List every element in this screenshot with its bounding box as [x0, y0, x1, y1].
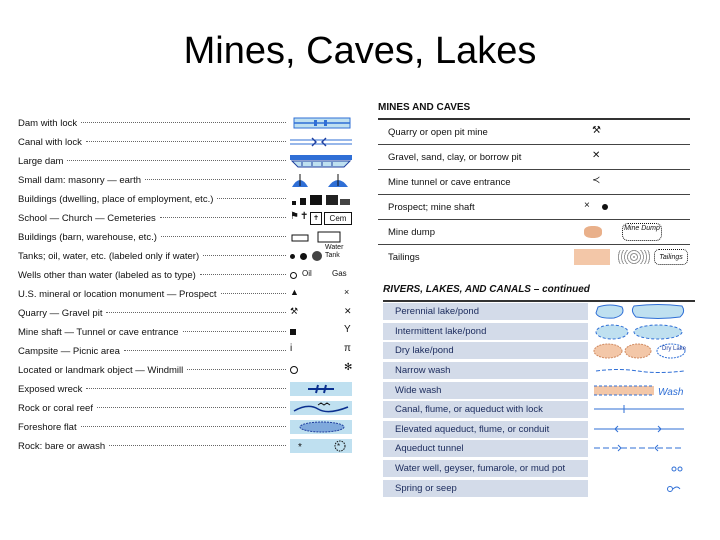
legend-label: Buildings (dwelling, place of employment, etc.): [18, 193, 214, 205]
tank-label: Tank: [325, 252, 340, 259]
rivers-row: [383, 459, 695, 479]
mine-dump-blob-icon: [584, 226, 602, 238]
legend-row: [18, 286, 354, 302]
rock-coral-reef-symbol: [288, 401, 354, 415]
leader-dots: [97, 406, 286, 408]
canal-with-lock-symbol: [288, 135, 354, 149]
mines-label: Prospect; mine shaft: [388, 201, 475, 213]
wash-label: Wash: [658, 386, 684, 398]
mines-row: [378, 120, 690, 145]
legend-label: Foreshore flat: [18, 421, 77, 433]
legend-label: Campsite — Picnic area: [18, 345, 120, 357]
well-circle-icon: [290, 272, 297, 279]
intermittent-lake-symbol: [588, 323, 695, 340]
legend-row: [18, 419, 354, 435]
leader-dots: [86, 140, 286, 142]
legend-label: Large dam: [18, 155, 64, 167]
wide-wash-symbol: [588, 382, 695, 399]
perennial-lake-symbol: [588, 303, 695, 320]
school-flag-icon: ⚑: [290, 211, 299, 222]
campsite-picnic-symbol: [288, 344, 354, 358]
legend-label: Quarry — Gravel pit: [18, 307, 103, 319]
elevated-aqueduct-symbol: [588, 421, 695, 438]
aqueduct-tunnel-symbol: [588, 440, 695, 457]
canal-with-lock-line-symbol: [588, 401, 695, 418]
leader-dots: [106, 311, 286, 313]
mines-label: Quarry or open pit mine: [388, 126, 488, 138]
legend-label: Rock: bare or awash: [18, 440, 106, 452]
windmill-icon: ✻: [344, 362, 353, 373]
rivers-row: [383, 380, 695, 400]
foreshore-flat-symbol: [288, 420, 354, 434]
legend-label: School — Church — Cemeteries: [18, 212, 156, 224]
legend-label: Small dam: masonry — earth: [18, 174, 142, 186]
legend-row: [18, 191, 354, 207]
mines-row: [378, 170, 690, 195]
legend-row: [18, 267, 354, 283]
mines-label: Mine dump: [388, 226, 435, 238]
buildings-symbol: [288, 192, 354, 206]
tailings-fill-icon: [574, 249, 610, 265]
dam-with-lock-symbol: [288, 116, 354, 130]
rivers-label: Narrow wash: [383, 362, 588, 379]
legend-row: [18, 343, 354, 359]
cemetery-label: Cem: [324, 212, 352, 225]
leader-dots: [86, 387, 286, 389]
tank-dot-icon: [300, 253, 307, 260]
leader-dots: [81, 121, 286, 123]
gravel-pit-icon: ✕: [344, 306, 352, 316]
leader-dots: [124, 349, 286, 351]
dry-lake-label: Dry Lake: [662, 346, 687, 353]
rivers-lakes-canals-table: [383, 284, 695, 516]
gas-label: Gas: [332, 269, 347, 278]
rivers-row: [383, 400, 695, 420]
legend-label: Rock or coral reef: [18, 402, 93, 414]
exposed-wreck-symbol: [288, 382, 354, 396]
legend-row: [18, 362, 354, 378]
topographic-symbol-legend: [14, 110, 354, 460]
dry-lake-symbol: [588, 342, 695, 359]
legend-row: [18, 172, 354, 188]
tunnel-entrance-icon: Y: [344, 324, 351, 335]
oil-label: Oil: [302, 269, 312, 278]
rivers-row: [383, 361, 695, 381]
leader-dots: [183, 330, 286, 332]
church-cross-icon: ✝: [300, 211, 309, 222]
legend-row: [18, 244, 354, 264]
legend-row: [18, 134, 354, 150]
tanks-symbol: [288, 244, 354, 263]
mine-shaft-icon: [290, 329, 296, 335]
narrow-wash-symbol: [588, 362, 695, 379]
landmark-windmill-symbol: [288, 363, 354, 377]
leader-dots: [187, 368, 286, 370]
leader-dots: [160, 216, 286, 218]
legend-label: Exposed wreck: [18, 383, 83, 395]
rivers-label: Intermittent lake/pond: [383, 323, 588, 340]
water-tank-icon: [312, 251, 322, 261]
mines-label: Mine tunnel or cave entrance: [388, 176, 511, 188]
cemetery-cross-icon: ✝: [310, 212, 322, 225]
leader-dots: [109, 444, 286, 446]
leader-dots: [145, 178, 286, 180]
spring-seep-symbol: [588, 480, 695, 497]
gravel-pit-icon: ✕: [592, 150, 601, 161]
legend-label: Buildings (barn, warehouse, etc.): [18, 231, 157, 243]
mines-header: MINES AND CAVES: [378, 102, 690, 120]
legend-row: [18, 229, 354, 245]
rivers-label: Dry lake/pond: [383, 342, 588, 359]
legend-label: Dam with lock: [18, 117, 78, 129]
legend-row: [18, 381, 354, 397]
wells-symbol: [288, 268, 354, 282]
rivers-row: [383, 302, 695, 322]
monument-triangle-icon: ▲: [290, 287, 299, 297]
legend-row: [18, 324, 354, 340]
leader-dots: [200, 273, 286, 275]
rivers-label: Spring or seep: [383, 480, 588, 497]
monument-prospect-symbol: [288, 287, 354, 301]
rock-bare-awash-symbol: [288, 439, 354, 453]
tailings-pattern-icon: [618, 250, 650, 264]
leader-dots: [67, 159, 286, 161]
picnic-table-icon: π: [344, 343, 351, 354]
rivers-row: [383, 439, 695, 459]
water-label: Water: [325, 244, 344, 251]
legend-row: [18, 305, 354, 321]
landmark-circle-icon: [290, 366, 298, 374]
legend-row: [18, 210, 354, 226]
rivers-label: Wide wash: [383, 382, 588, 399]
tank-dot-icon: [290, 254, 295, 259]
tailings-symbol: [588, 247, 690, 267]
slide-title: Mines, Caves, Lakes: [183, 30, 537, 72]
mines-row: [378, 195, 690, 220]
leader-dots: [161, 235, 286, 237]
barn-warehouse-symbol: [288, 230, 354, 244]
quarry-pickaxe-icon: ⚒: [290, 306, 299, 316]
rivers-row: [383, 322, 695, 342]
mines-row: [378, 220, 690, 245]
rivers-label: Water well, geyser, fumarole, or mud pot: [383, 460, 588, 477]
mine-dump-label: Mine Dump: [622, 223, 662, 241]
large-dam-symbol: [288, 154, 354, 168]
legend-label: Mine shaft — Tunnel or cave entrance: [18, 326, 179, 338]
rivers-label: Elevated aqueduct, flume, or conduit: [383, 421, 588, 438]
leader-dots: [217, 197, 286, 199]
rivers-label: Perennial lake/pond: [383, 303, 588, 320]
campsite-icon: i: [290, 343, 293, 354]
legend-row: [18, 115, 354, 131]
legend-row: [18, 153, 354, 169]
water-well-symbol: [588, 460, 695, 477]
mine-shaft-tunnel-symbol: [288, 325, 354, 339]
legend-label: Located or landmark object — Windmill: [18, 364, 184, 376]
prospect-mine-shaft-icon: ×: [588, 197, 690, 217]
legend-row: [18, 438, 354, 454]
legend-label: U.S. mineral or location monument — Prospect: [18, 288, 217, 300]
svg-text:*: *: [298, 442, 302, 453]
rivers-header: RIVERS, LAKES, AND CANALS – continued: [383, 284, 695, 302]
mine-tunnel-icon: ≺: [592, 175, 601, 186]
rivers-row: [383, 478, 695, 498]
legend-row: [18, 400, 354, 416]
legend-label: Wells other than water (labeled as to type): [18, 269, 196, 281]
leader-dots: [203, 254, 286, 256]
rivers-row: [383, 341, 695, 361]
rivers-row: [383, 420, 695, 440]
leader-dots: [81, 425, 286, 427]
rivers-label: Aqueduct tunnel: [383, 440, 588, 457]
mines-and-caves-table: [378, 102, 690, 278]
quarry-gravel-pit-symbol: [288, 306, 354, 320]
mines-row: [378, 245, 690, 269]
tailings-label: Tailings: [654, 249, 688, 265]
legend-label: Canal with lock: [18, 136, 82, 148]
quarry-open-pit-icon: ⚒: [592, 125, 601, 136]
prospect-x-icon: ×: [344, 287, 350, 297]
mines-label: Tailings: [388, 251, 420, 263]
leader-dots: [221, 292, 286, 294]
small-dam-symbol: [288, 173, 354, 187]
rivers-label: Canal, flume, or aqueduct with lock: [383, 401, 588, 418]
svg-text:*: *: [337, 442, 341, 451]
mine-dump-symbol: [588, 222, 690, 242]
school-church-cemetery-symbol: [288, 211, 354, 225]
mines-label: Gravel, sand, clay, or borrow pit: [388, 151, 522, 163]
mines-row: [378, 145, 690, 170]
legend-label: Tanks; oil, water, etc. (labeled only if water): [18, 250, 200, 262]
